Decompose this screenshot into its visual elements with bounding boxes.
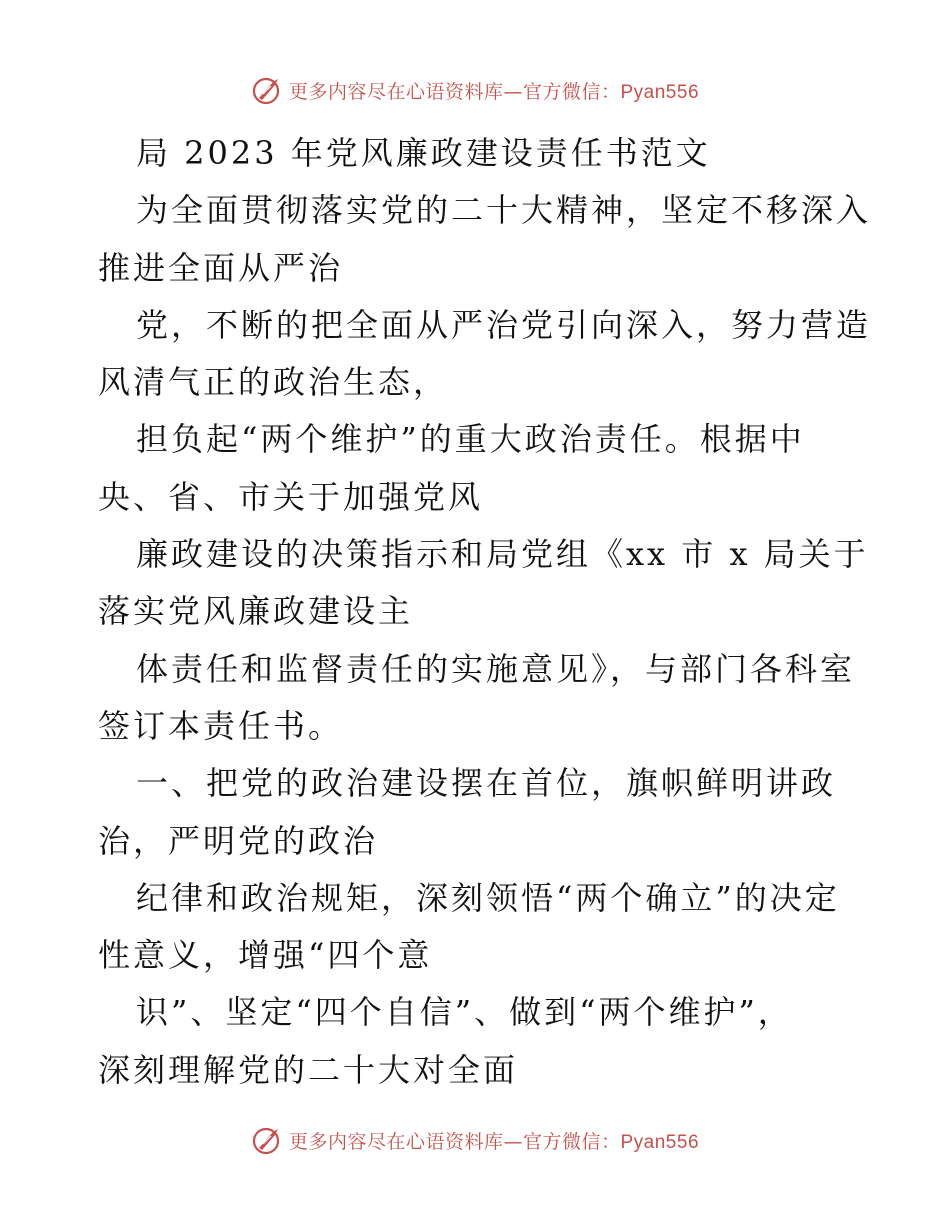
quill-logo-icon <box>251 74 283 106</box>
header-watermark <box>0 72 950 108</box>
watermark-id: Pyan556 <box>620 81 700 103</box>
paragraph-line: 推进全面从严治 <box>98 248 344 287</box>
paragraph-line: 廉政建设的决策指示和局党组《xx 市 x 局关于 <box>136 535 869 574</box>
watermark-site: 更多内容尽在心语资料库 <box>288 80 504 103</box>
paragraph-line: 性意义，增强“四个意 <box>98 936 433 975</box>
paragraph-line: 体责任和监督责任的实施意见》，与部门各科室 <box>136 649 856 688</box>
paragraph-line: 落实党风廉政建设主 <box>98 592 414 631</box>
section-heading-line: 一、把党的政治建设摆在首位，旗帜鲜明讲政 <box>136 764 837 803</box>
paragraph-line: 深刻理解党的二十大对全面 <box>98 1050 519 1089</box>
watermark-dash: — <box>503 80 523 103</box>
footer-watermark <box>0 1122 950 1158</box>
watermark-official: 官方微信： <box>522 1130 621 1153</box>
paragraph-line: 央、省、市关于加强党风 <box>98 477 484 516</box>
paragraph-line: 治，严明党的政治 <box>98 821 379 860</box>
paragraph-line: 纪律和政治规矩，深刻领悟“两个确立”的决定 <box>136 878 840 917</box>
watermark-site: 更多内容尽在心语资料库 <box>288 1130 504 1153</box>
document-title: 局 2023 年党风廉政建设责任书范文 <box>136 134 711 172</box>
quill-logo-icon <box>251 1124 283 1156</box>
watermark-official: 官方微信： <box>522 80 621 103</box>
paragraph-line: 风清气正的政治生态， <box>98 363 449 402</box>
watermark-id: Pyan556 <box>620 1131 700 1153</box>
document-body <box>98 125 872 1099</box>
paragraph-line: 党，不断的把全面从严治党引向深入，努力营造 <box>136 305 872 344</box>
paragraph-line: 签订本责任书。 <box>98 706 344 745</box>
watermark-text <box>289 1127 699 1154</box>
paragraph-line: 担负起“两个维护”的重大政治责任。根据中 <box>136 420 805 459</box>
watermark-dash: — <box>503 1130 523 1153</box>
paragraph-line: 为全面贯彻落实党的二十大精神，坚定不移深入 <box>136 191 872 230</box>
watermark-text <box>289 77 699 104</box>
paragraph-line: 识”、坚定“四个自信”、做到“两个维护”， <box>136 993 793 1032</box>
